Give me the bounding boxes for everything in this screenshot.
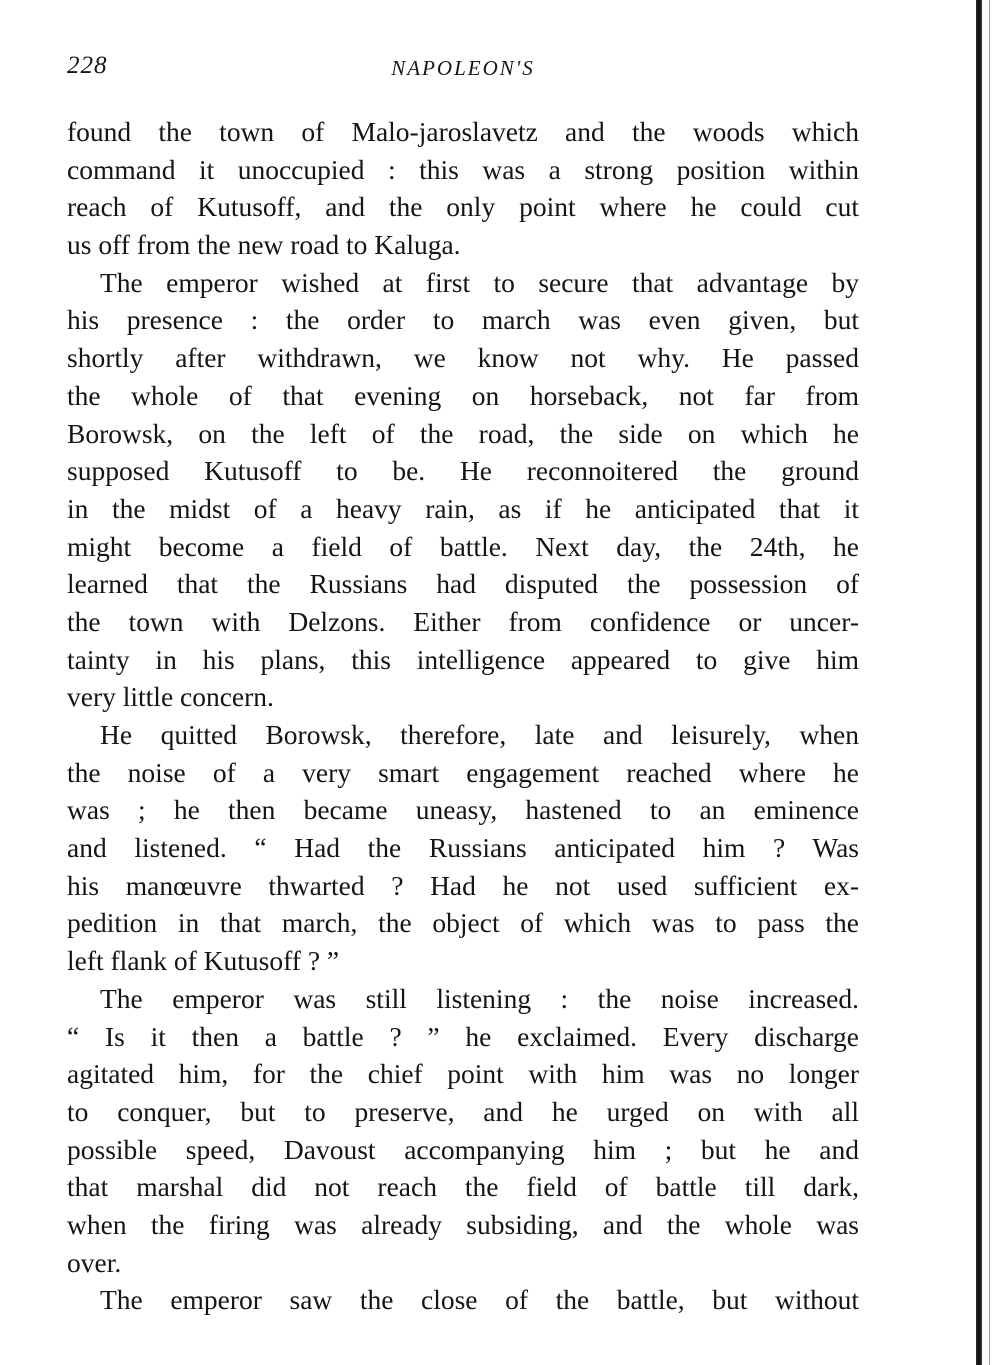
text-line: the whole of that evening on horseback, not far from (67, 379, 859, 411)
text-line: over. (67, 1246, 122, 1278)
page-number: 228 (67, 52, 108, 79)
binding-rule (976, 0, 982, 1365)
text-line: shortly after withdrawn, we know not why. He passed (67, 342, 859, 374)
paragraph (67, 264, 859, 716)
text-line: The emperor wished at first to secure that advantage by (100, 266, 859, 298)
text-line: his manœuvre thwarted ? Had he not used sufficient ex- (67, 869, 859, 901)
text-line: possible speed, Davoust accompanying him ; but he and (67, 1133, 859, 1165)
text-line: He quitted Borowsk, therefore, late and leisurely, when (100, 719, 859, 750)
running-title: NAPOLEON'S (391, 56, 535, 80)
text-line: very little concern. (67, 681, 274, 713)
paragraph (67, 113, 859, 264)
text-line: and listened. “ Had the Russians anticipated him ? Was (67, 832, 859, 864)
text-line: left flank of Kutusoff ? ” (67, 945, 340, 977)
text-line: when the firing was already subsiding, and the whole was (67, 1208, 859, 1240)
binding-edge (972, 0, 1000, 1365)
text-line: The emperor was still listening : the noise increased. (100, 982, 859, 1014)
text-line: in the midst of a heavy rain, as if he anticipated that it (67, 492, 859, 524)
page-header (67, 52, 859, 92)
text-line: might become a field of battle. Next day, the 24th, he (67, 530, 859, 562)
paragraph (67, 980, 859, 1282)
text-line: The emperor saw the close of the battle, but without (100, 1284, 859, 1316)
text-line: reach of Kutusoff, and the only point where he could cut (67, 191, 859, 223)
text-line: “ Is it then a battle ? ” he exclaimed. Every discharge (67, 1020, 859, 1052)
paragraph (67, 716, 859, 980)
text-line: command it unoccupied : this was a strong position within (67, 153, 859, 185)
text-line: to conquer, but to preserve, and he urged on with all (67, 1095, 859, 1127)
text-line: us off from the new road to Kaluga. (67, 229, 461, 261)
binding-hairline (989, 0, 990, 1365)
text-line: Borowsk, on the left of the road, the side on which he (67, 417, 859, 449)
text-line: agitated him, for the chief point with him was no longer (67, 1058, 859, 1090)
text-line: learned that the Russians had disputed the possession of (67, 568, 859, 600)
text-line: that marshal did not reach the field of battle till dark, (67, 1171, 859, 1203)
paragraph (67, 1281, 859, 1319)
text-line: the town with Delzons. Either from confidence or uncer- (67, 605, 859, 637)
text-line: pedition in that march, the object of which was to pass the (67, 907, 859, 939)
text-line: supposed Kutusoff to be. He reconnoitered the ground (67, 455, 859, 487)
body-text (67, 113, 859, 1319)
text-line: tainty in his plans, this intelligence appeared to give him (67, 643, 859, 675)
text-line: was ; he then became uneasy, hastened to an eminence (67, 794, 859, 826)
text-line: his presence : the order to march was even given, but (67, 304, 859, 336)
text-line: the noise of a very smart engagement reached where he (67, 756, 859, 788)
text-line: found the town of Malo-jaroslavetz and the woods which (67, 116, 859, 147)
